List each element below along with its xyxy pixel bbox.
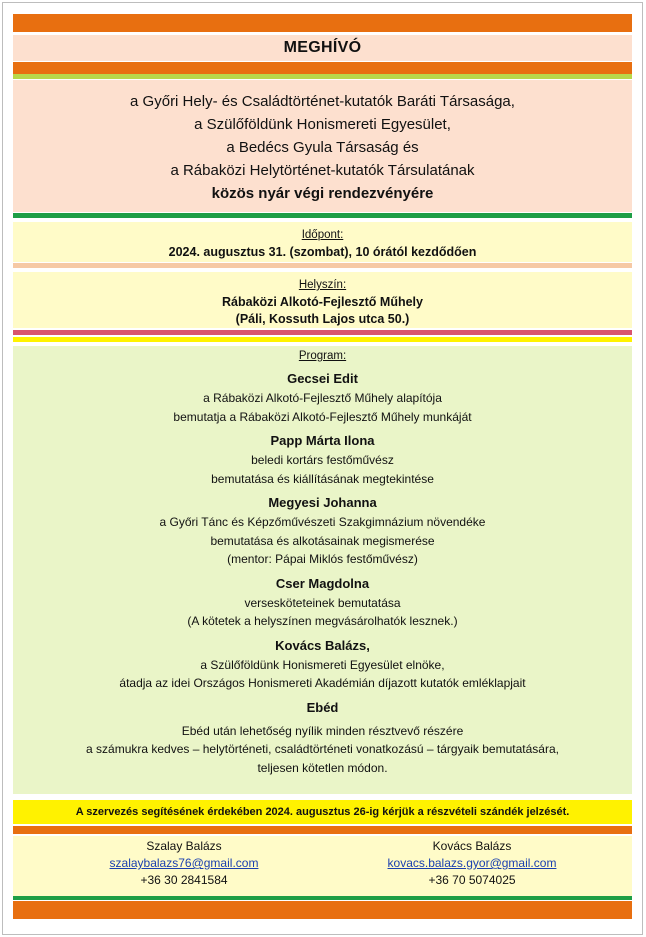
program-item-line: teljesen kötetlen módon.	[257, 760, 388, 775]
contact-phone: +36 70 5074025	[428, 873, 516, 887]
program-item	[13, 697, 632, 778]
top-orange-stripe	[13, 14, 632, 32]
program-item-name: Gecsei Edit	[287, 371, 358, 386]
program-item	[13, 635, 632, 693]
pink-stripe	[13, 330, 632, 335]
intro-line: a Győri Hely- és Családtörténet-kutatók Baráti Társasága,	[130, 93, 515, 110]
contact-card	[342, 838, 602, 889]
intro-line: a Rábaközi Helytörténet-kutatók Társulatának	[170, 162, 475, 179]
intro-section	[13, 80, 632, 212]
yellow-stripe	[13, 337, 632, 342]
program-item-line: (mentor: Pápai Miklós festőművész)	[227, 552, 418, 566]
program-item-line: a Szülőföldünk Honismereti Egyesület elnöke,	[200, 657, 445, 672]
contact-card	[54, 838, 314, 889]
program-item	[13, 368, 632, 426]
program-item-line: (A kötetek a helyszínen megvásárolhatók lesznek.)	[187, 614, 458, 628]
program-item-line: Ebéd után lehetőség nyílik minden résztvevő részére	[181, 723, 464, 738]
time-section	[13, 222, 632, 262]
program-item-line: bemutatása és alkotásainak megismerése	[210, 533, 435, 548]
rsvp-notice	[13, 800, 632, 824]
program-item-line: átadja az idei Országos Honismereti Akadémián díjazott kutatók emléklapjait	[119, 676, 526, 690]
program-item-line: bemutatja a Rábaközi Alkotó-Fejlesztő Műhely munkáját	[173, 409, 472, 424]
contact-email-link[interactable]: szalaybalazs76@gmail.com	[109, 856, 259, 870]
program-item-name: Megyesi Johanna	[268, 495, 377, 510]
program-item-line: a számukra kedves – helytörténeti, családtörténeti vonatkozású – tárgyaik bemutatására,	[86, 742, 559, 756]
program-item-name: Papp Márta Ilona	[270, 433, 375, 448]
peach-stripe	[13, 263, 632, 268]
program-item-name: Ebéd	[306, 699, 339, 715]
venue-section	[13, 272, 632, 328]
venue-address: (Páli, Kossuth Lajos utca 50.)	[235, 312, 410, 326]
program-item	[13, 492, 632, 569]
program-item-line: versesköteteinek bemutatása	[244, 595, 401, 610]
orange-stripe	[13, 826, 632, 834]
program-label: Program:	[298, 350, 347, 362]
title-band	[13, 35, 632, 61]
contact-phone: +36 30 2841584	[140, 873, 228, 887]
program-item-line: a Rábaközi Alkotó-Fejlesztő Műhely alapítója	[203, 391, 442, 405]
program-item-name: Cser Magdolna	[275, 575, 370, 591]
bottom-orange-stripe	[13, 901, 632, 919]
green-stripe	[13, 896, 632, 900]
time-value: 2024. augusztus 31. (szombat), 10 órától kezdődően	[168, 245, 477, 259]
contact-email-link[interactable]: kovacs.balazs.gyor@gmail.com	[387, 856, 557, 870]
intro-line: a Szülőföldünk Honismereti Egyesület,	[194, 116, 451, 133]
program-item-line: bemutatása és kiállításának megtekintése	[211, 471, 434, 486]
program-item	[13, 573, 632, 631]
contact-name: Kovács Balázs	[432, 839, 512, 853]
contacts-footer	[13, 836, 632, 896]
venue-name: Rábaközi Alkotó-Fejlesztő Műhely	[222, 295, 423, 309]
rsvp-notice-text: A szervezés segítésének érdekében 2024. augusztus 26-ig kérjük a részvételi szándék jelzését.	[75, 806, 570, 818]
program-item	[13, 430, 632, 488]
orange-stripe	[13, 62, 632, 74]
program-item-line: a Győri Tánc és Képzőművészeti Szakgimnázium növendéke	[159, 515, 486, 529]
contact-name: Szalay Balázs	[146, 839, 222, 853]
program-item-line: beledi kortárs festőművész	[251, 453, 394, 467]
program-item-name: Kovács Balázs,	[275, 637, 370, 653]
page-title: MEGHÍVÓ	[283, 39, 362, 56]
program-section	[13, 346, 632, 794]
time-label: Időpont:	[301, 229, 344, 241]
intro-line: a Bedécs Gyula Társaság és	[226, 139, 419, 156]
intro-closing: közös nyár végi rendezvényére	[211, 185, 434, 202]
lime-stripe	[13, 74, 632, 79]
green-stripe	[13, 213, 632, 218]
venue-label: Helyszín:	[298, 279, 347, 291]
